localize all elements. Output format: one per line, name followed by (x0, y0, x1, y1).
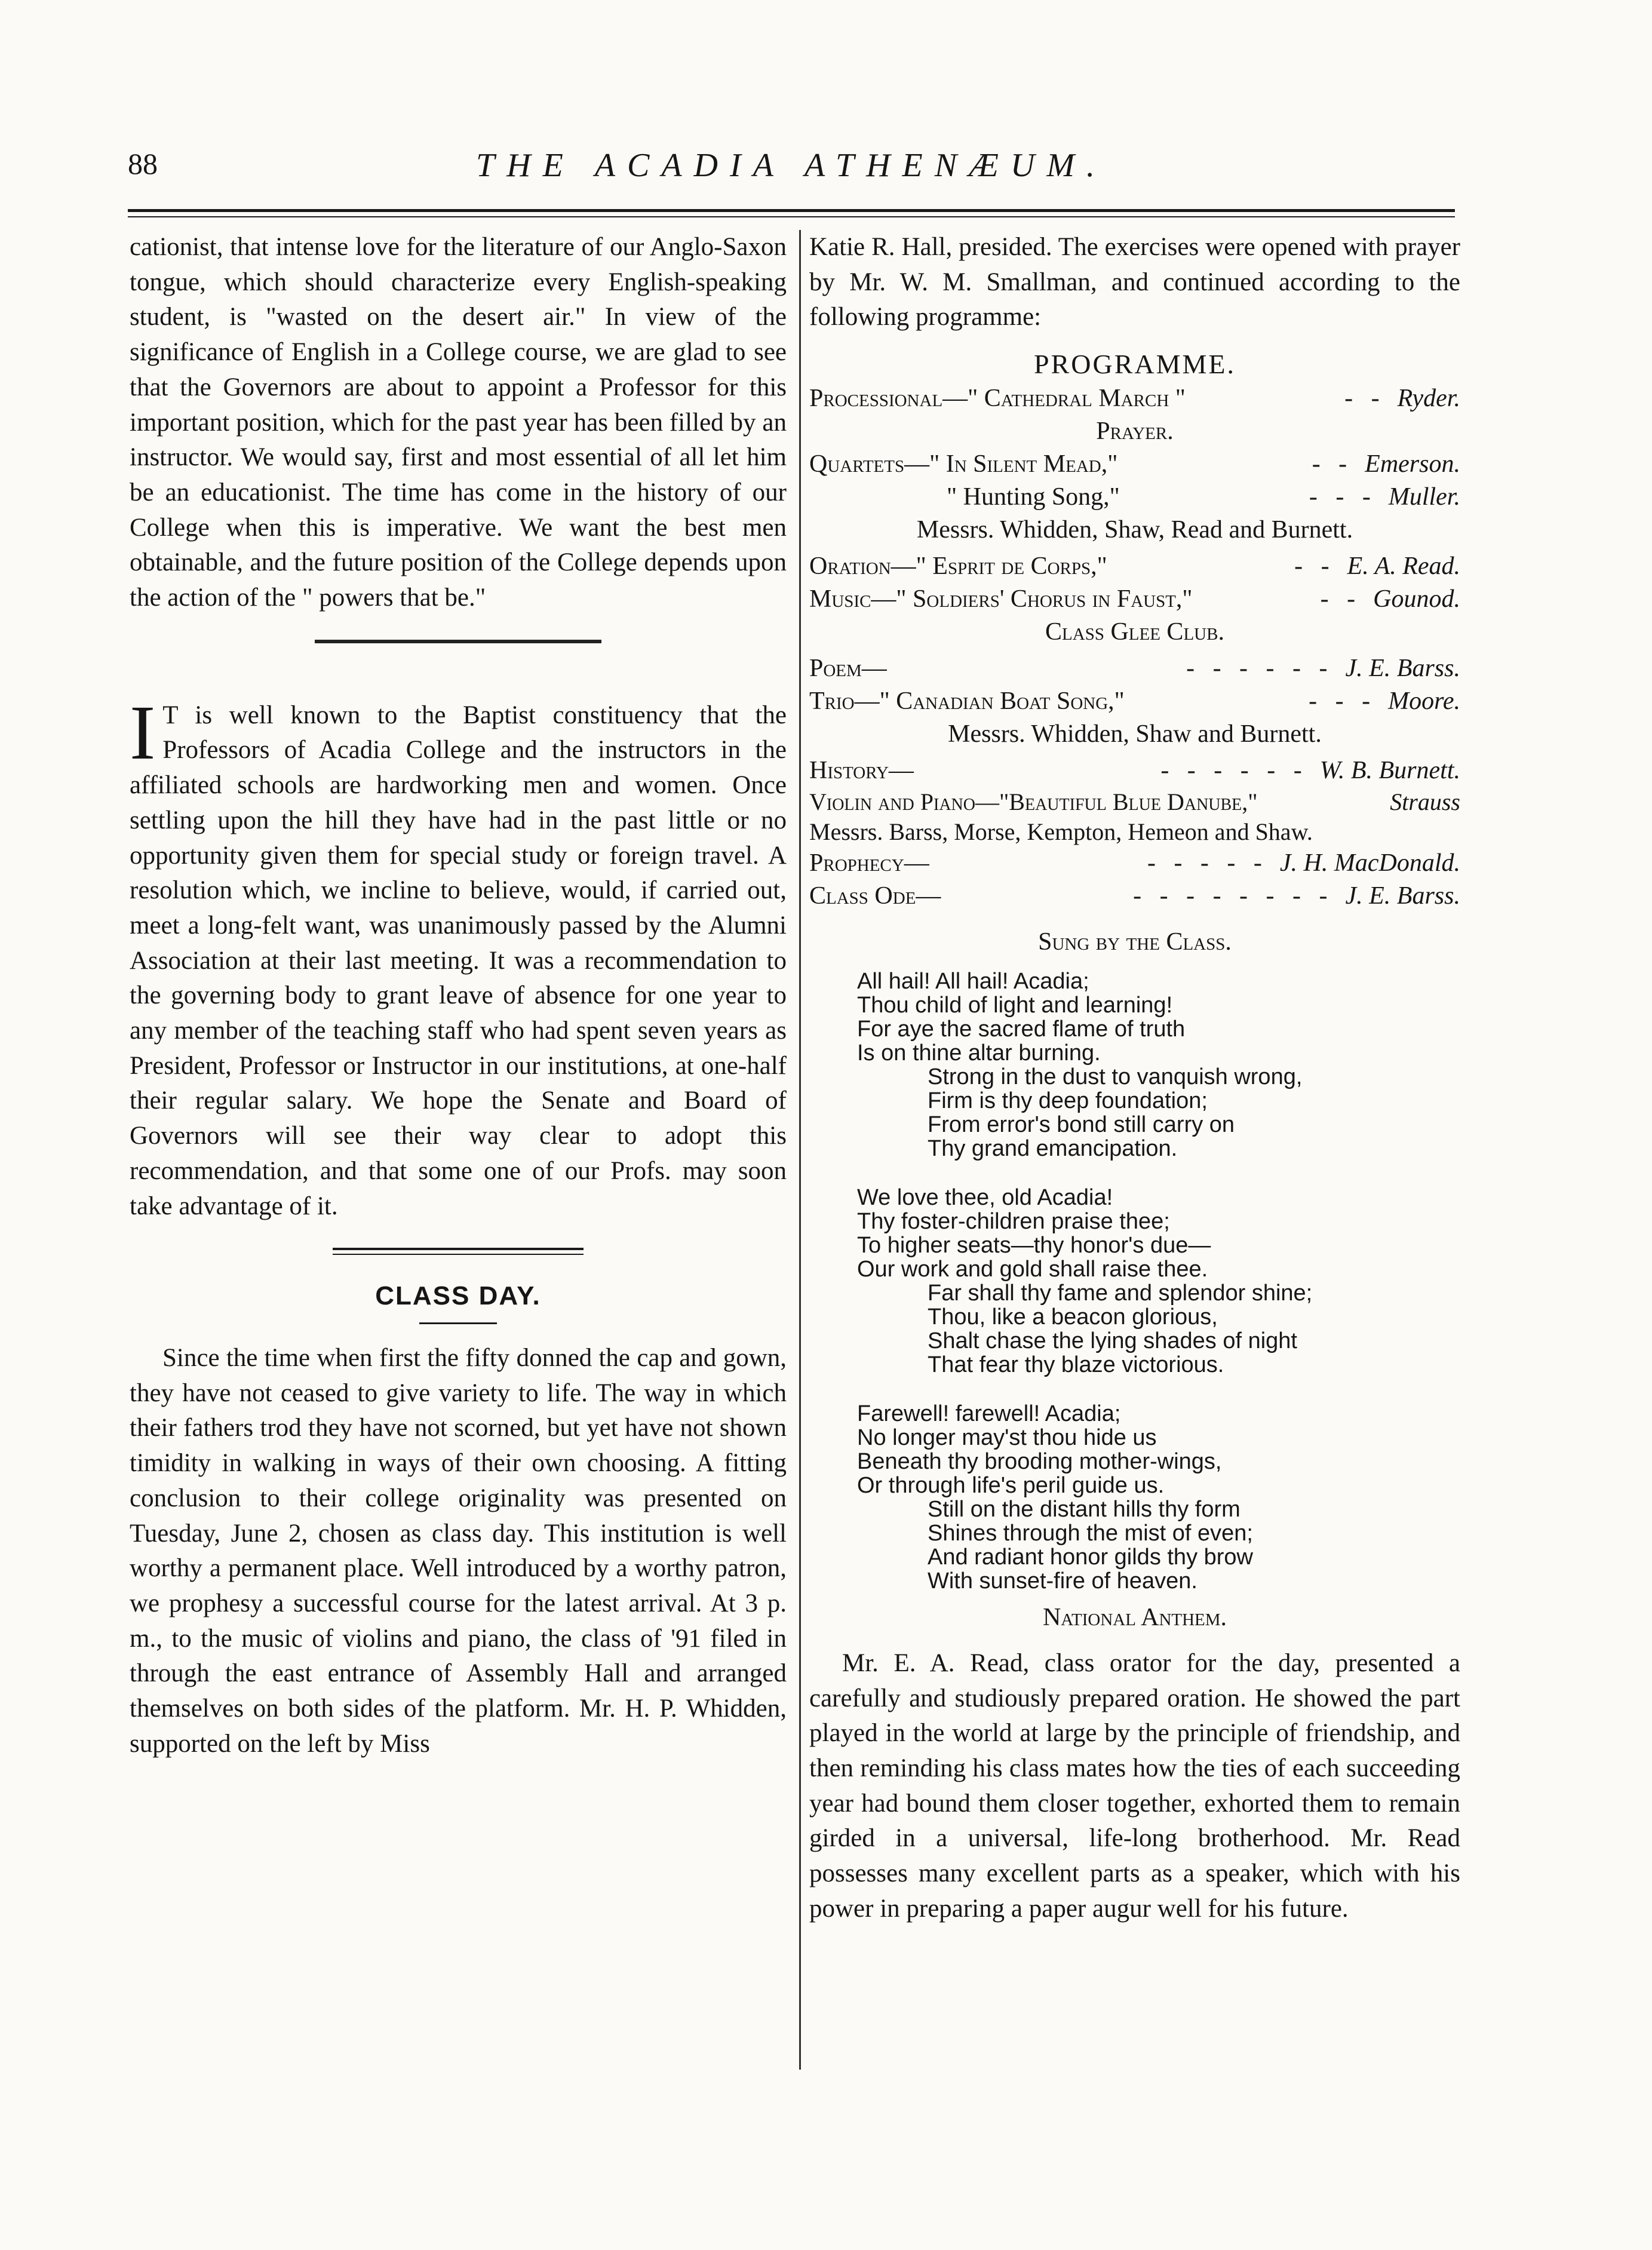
programme-item: Poem— - - - - - - J. E. Barss. (809, 654, 1460, 682)
programme-item: Music—" Soldiers' Chorus in Faust," - - Gounod. (809, 585, 1460, 613)
ode-line: Still on the distant hills thy form (928, 1496, 1240, 1522)
class-day-heading: CLASS DAY. (375, 1281, 541, 1311)
ode-line: Far shall thy fame and splendor shine; (928, 1280, 1313, 1306)
ode-line: We love thee, old Acadia! (857, 1184, 1113, 1210)
ode-line: For aye the sacred flame of truth (857, 1016, 1186, 1042)
header-rule-thick (128, 209, 1455, 212)
programme-item: Quartets—" In Silent Mead," - - Emerson. (809, 450, 1460, 478)
programme-performers: Messrs. Barss, Morse, Kempton, Hemeon and Shaw. (809, 818, 1313, 845)
ode-line: Is on thine altar burning. (857, 1040, 1101, 1066)
programme-item: Trio—" Canadian Boat Song," - - - Moore. (809, 687, 1460, 715)
opening-paragraph: Katie R. Hall, presided. The exercises were opened with prayer by Mr. W. M. Smallman, and continued according to the following programme: (809, 233, 1460, 331)
ode-line: Thy foster-children praise thee; (857, 1208, 1170, 1234)
ode-line: Thy grand emancipation. (928, 1135, 1178, 1161)
ode-line: Strong in the dust to vanquish wrong, (928, 1064, 1303, 1089)
programme-glee-club: Class Glee Club. (1045, 618, 1224, 646)
ode-line: To higher seats—thy honor's due— (857, 1232, 1211, 1258)
column-divider (799, 230, 801, 2070)
ode-line: From error's bond still carry on (928, 1112, 1235, 1137)
right-column (809, 230, 1460, 1926)
ode-line: Or through life's peril guide us. (857, 1472, 1165, 1498)
programme-performers: Messrs. Whidden, Shaw and Burnett. (948, 720, 1322, 748)
ode-line: Shalt chase the lying shades of night (928, 1328, 1297, 1353)
programme-item: " Hunting Song," - - - Muller. (947, 483, 1460, 511)
programme-performers: Messrs. Whidden, Shaw, Read and Burnett. (916, 515, 1353, 544)
ode-line: With sunset-fire of heaven. (928, 1568, 1197, 1594)
class-day-paragraph: Since the time when first the fifty donned the cap and gown, they have not ceased to give variety to life. The way in which their fathers trod they have not scorned, but yet have not shown timidity in walking in ways of their own choosing. A fitting conclusion to their college originality was presented on Tuesday, June 2, chosen as class day. This institution is well worthy a permanent place. Well introduced by a worthy patron, we prophesy a successful course for the latest arrival. At 3 p. m., to the music of violins and piano, the class of '91 filed in through the east entrance of Assembly Hall and arranged themselves on both sides of the platform. Mr. H. P. Whidden, supported on the left by Miss (130, 1343, 787, 1758)
programme-item: History— - - - - - - W. B. Burnett. (809, 756, 1460, 784)
sung-by-the-class: Sung by the Class. (1038, 928, 1232, 956)
header-rule-thin (128, 216, 1455, 217)
ode-line: No longer may'st thou hide us (857, 1425, 1157, 1450)
ode-line: Thou, like a beacon glorious, (928, 1304, 1218, 1330)
class-ode (857, 969, 1460, 1593)
section-divider-double-2 (333, 1254, 584, 1255)
ode-line: And radiant honor gilds thy brow (928, 1544, 1253, 1570)
ode-line: Thou child of light and learning! (857, 992, 1173, 1018)
section-divider-double (333, 1248, 584, 1250)
programme-item: Processional—" Cathedral March " - - Ryder. (809, 384, 1460, 412)
page-number: 88 (128, 147, 158, 180)
programme-item: Oration—" Esprit de Corps," - - E. A. Read. (809, 552, 1460, 580)
intro-paragraph: cationist, that intense love for the literature of our Anglo-Saxon tongue, which should characterize every English-speaking student, is "wasted on the desert air." In view of the significance of English in a College course, we are glad to see that the Governors are about to appoint a Professor for this important position, which for the past year has been filled by an instructor. We would say, first and most essential of all let him be an educationist. The time has come in the history of our College when this is imperative. We want the best men obtainable, and the future position of the College depends upon the action of the " powers that be." (130, 233, 787, 612)
ode-stanza (857, 1402, 1460, 1593)
ornamental-rule (315, 639, 601, 644)
programme-item: Class Ode— - - - - - - - - J. E. Barss. (809, 882, 1460, 910)
leave-of-absence-paragraph (130, 689, 787, 1224)
left-column (130, 230, 787, 1761)
running-title: THE ACADIA ATHENÆUM. (476, 147, 1107, 184)
page-header (128, 146, 1455, 194)
ode-line: Beneath thy brooding mother-wings, (857, 1448, 1222, 1474)
ode-line: Shines through the mist of even; (928, 1520, 1253, 1546)
programme-item: Prophecy— - - - - - J. H. MacDonald. (809, 849, 1460, 877)
ode-line: Farewell! farewell! Acadia; (857, 1401, 1121, 1426)
drop-cap: I (130, 689, 156, 776)
national-anthem: National Anthem. (1042, 1603, 1227, 1631)
oration-paragraph: Mr. E. A. Read, class orator for the day, presented a carefully and studiously prepared oration. He showed the part played in the world at large by the principle of friendship, and then reminding his class mates how the ties of each succeeding year had bound them closer together, exhorted them to remain girded in a universal, life-long brotherhood. Mr. Read possesses many excellent parts as a speaker, which with his power in preparing a paper augur well for his future. (809, 1649, 1460, 1923)
ode-stanza (857, 1186, 1460, 1377)
ode-line: That fear thy blaze victorious. (928, 1352, 1224, 1377)
ode-line: Our work and gold shall raise thee. (857, 1256, 1208, 1282)
ode-line: Firm is thy deep foundation; (928, 1088, 1208, 1113)
programme-prayer: Prayer. (1096, 417, 1174, 445)
ode-line: All hail! All hail! Acadia; (857, 968, 1089, 994)
heading-underline (419, 1322, 497, 1324)
programme-title: PROGRAMME. (1033, 349, 1236, 380)
programme-item: Violin and Piano—"Beautiful Blue Danube," Strauss (809, 788, 1460, 815)
leave-of-absence-text: T is well known to the Baptist constituency that the Professors of Acadia College and the instructors in the affiliated schools are hardworking men and women. Once settling upon the hill they have had in the past little or no opportunity given them for special study or foreign travel. A resolution which, we incline to believe, would, if carried out, meet a long-felt want, was unanimously passed by the Alumni Association at their last meeting. It was a recommendation to the governing body to grant leave of absence for one year to any member of the teaching staff who had spent seven years as President, Professor or Instructor in our institutions, at one-half their regular salary. We hope the Senate and Board of Governors will see their way clear to adopt this recommendation, and that some one of our Profs. may soon take advantage of it. (130, 701, 787, 1220)
ode-stanza (857, 969, 1460, 1161)
